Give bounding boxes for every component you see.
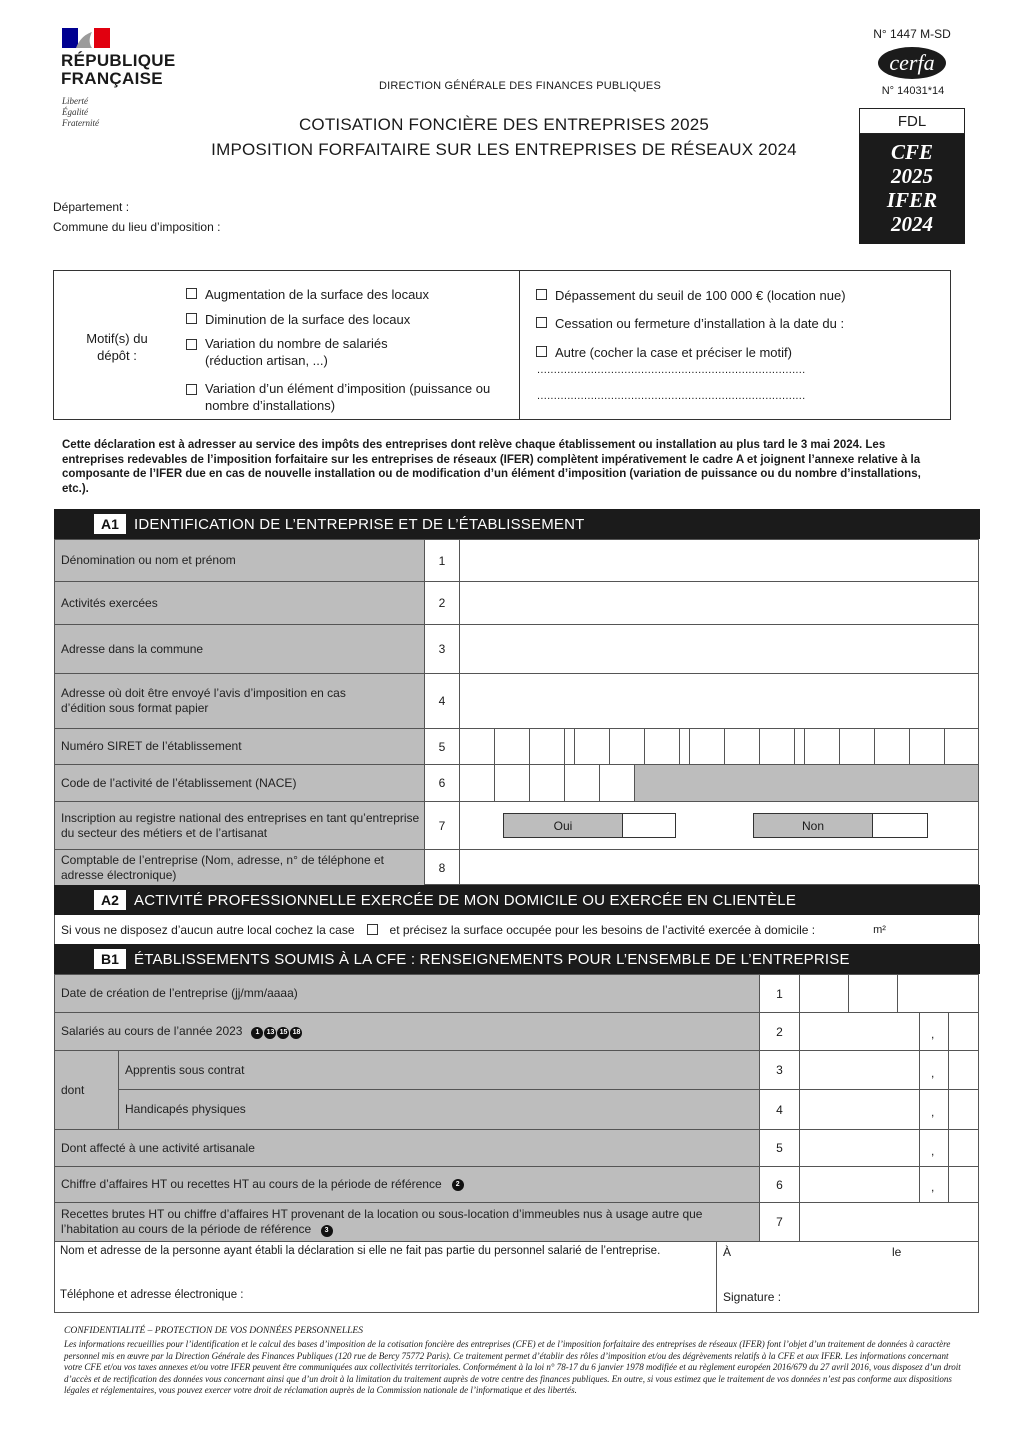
form-title: COTISATION FONCIÈRE DES ENTREPRISES 2025 IMPOSITION FORFAITAIRE SUR LES ENTREPRISES DE RÉSEAUX 2024 xyxy=(211,115,797,159)
a1-num-4: 4 xyxy=(438,694,446,708)
motif-checkbox-cessation[interactable]: Cessation ou fermeture d’installation à la date du : xyxy=(536,315,844,332)
creation-date-input[interactable] xyxy=(800,975,978,1012)
b1-num-6: 6 xyxy=(776,1177,783,1192)
recettes-location-input[interactable] xyxy=(800,1203,978,1241)
section-a1-title: IDENTIFICATION DE L’ENTREPRISE ET DE L’ÉTABLISSEMENT xyxy=(134,515,585,533)
a1-num-6: 6 xyxy=(438,776,446,790)
decimal-comma: , xyxy=(931,1144,935,1158)
adresse-input[interactable] xyxy=(460,625,978,673)
oui-label: Oui xyxy=(504,814,623,837)
cerfa-logo: cerfa xyxy=(878,47,946,79)
a1-num-5: 5 xyxy=(438,739,446,754)
motif-checkbox-surface-decrease[interactable]: Diminution de la surface des locaux xyxy=(186,311,410,328)
agency-name: DIRECTION GÉNÉRALE DES FINANCES PUBLIQUES xyxy=(378,80,662,92)
salaries-input[interactable] xyxy=(800,1013,978,1050)
section-a2-title: ACTIVITÉ PROFESSIONNELLE EXERCÉE DE MON DOMICILE OU EXERCÉE EN CLIENTÈLE xyxy=(134,891,797,909)
b1-label-dont: dont xyxy=(55,1051,118,1129)
surface-unit: m² xyxy=(873,923,886,936)
b1-num-4: 4 xyxy=(776,1102,783,1117)
ref-15-icon: 15 xyxy=(277,1027,289,1039)
republic-name: RÉPUBLIQUE FRANÇAISE xyxy=(61,51,176,88)
preparer-input[interactable] xyxy=(55,1262,715,1284)
a1-label-siret: Numéro SIRET de l’établissement xyxy=(55,729,424,764)
oui-checkbox[interactable] xyxy=(623,814,675,837)
section-a2-header xyxy=(54,885,980,915)
non-label: Non xyxy=(754,814,873,837)
b1-label-apprentis: Apprentis sous contrat xyxy=(119,1051,759,1089)
section-b1-header xyxy=(54,944,980,974)
form-number: N° 1447 M-SD xyxy=(873,27,951,41)
section-b1-code: B1 xyxy=(94,949,126,969)
cfe-ifer-badge: CFE 2025 IFER 2024 xyxy=(859,134,965,244)
handicapes-input[interactable] xyxy=(800,1090,978,1129)
ref-1-icon: 1 xyxy=(251,1027,263,1039)
place-label: À xyxy=(723,1245,732,1259)
section-a1-header xyxy=(54,509,980,539)
b1-label-chiffre-affaires: Chiffre d’affaires HT ou recettes HT au cours de la période de référence 2 xyxy=(55,1167,759,1202)
ref-18-icon: 18 xyxy=(290,1027,302,1039)
non-checkbox[interactable] xyxy=(873,814,927,837)
a1-label-activites: Activités exercées xyxy=(55,582,424,624)
b1-label-recettes-location: Recettes brutes HT ou chiffre d’affaires HT provenant de la location ou sous-location d’immeubles nus à usage autre que l’habitation au cours de la période de référence 3 xyxy=(55,1203,759,1241)
motif-checkbox-other[interactable]: Autre (cocher la case et préciser le motif) xyxy=(536,344,792,361)
apprentis-input[interactable] xyxy=(800,1051,978,1089)
b1-label-artisanale: Dont affecté à une activité artisanale xyxy=(55,1130,759,1166)
nace-input[interactable] xyxy=(460,765,978,801)
a1-label-nace: Code de l’activité de l’établissement (NACE) xyxy=(55,765,424,801)
surface-input[interactable] xyxy=(815,922,873,938)
motif-checkbox-salaries[interactable]: Variation du nombre de salariés (réduction artisan, ...) xyxy=(186,335,415,369)
a1-label-registre: Inscription au registre national des entreprises en tant qu’entreprise du secteur des métiers et de l’artisanat xyxy=(55,802,424,849)
commune-label: Commune du lieu d’imposition : xyxy=(53,220,221,234)
date-label: le xyxy=(892,1245,902,1259)
b1-label-creation: Date de création de l’entreprise (jj/mm/aaaa) xyxy=(55,975,759,1012)
marianne-logo xyxy=(62,28,110,48)
motto: Liberté Égalité Fraternité xyxy=(62,96,99,128)
b1-num-1: 1 xyxy=(776,986,783,1001)
registre-oui-option[interactable] xyxy=(503,813,676,838)
privacy-title: CONFIDENTIALITÉ – PROTECTION DE VOS DONNÉES PERSONNELLES xyxy=(64,1326,363,1336)
b1-num-5: 5 xyxy=(776,1141,783,1155)
motif-checkbox-surface-increase[interactable]: Augmentation de la surface des locaux xyxy=(186,286,429,303)
signature-label: Signature : xyxy=(723,1290,782,1304)
domicile-checkbox[interactable] xyxy=(367,924,378,935)
a1-num-3: 3 xyxy=(438,642,446,656)
registre-non-option[interactable] xyxy=(753,813,928,838)
phone-email-label: Téléphone et adresse électronique : xyxy=(60,1289,244,1301)
artisanale-input[interactable] xyxy=(800,1130,978,1166)
motif-checkbox-threshold[interactable]: Dépassement du seuil de 100 000 € (location nue) xyxy=(536,287,846,304)
ref-2-icon: 2 xyxy=(452,1179,464,1191)
a1-num-7: 7 xyxy=(438,818,446,833)
a1-label-denomination: Dénomination ou nom et prénom xyxy=(55,540,424,581)
b1-label-salaries: Salariés au cours de l’année 2023 1 13 15 18 xyxy=(55,1013,759,1050)
a1-label-adresse: Adresse dans la commune xyxy=(55,625,424,673)
b1-num-7: 7 xyxy=(776,1215,783,1229)
motif-checkbox-element[interactable]: Variation d’un élément d’imposition (puissance ou nombre d’installations) xyxy=(186,380,505,414)
ref-13-icon: 13 xyxy=(264,1027,276,1039)
b1-num-3: 3 xyxy=(776,1063,783,1077)
decimal-comma: , xyxy=(931,1180,935,1194)
motif-other-line-1[interactable]: ................................................................................ xyxy=(537,364,806,376)
privacy-text: Les informations recueillies pour l’identification et le calcul des bases d’imposition de la cotisation foncière des entreprises (CFE) et de l’imposition forfaitaire des entreprises de réseaux (IFER) font l’objet d’un traitement de données à caractère personnel mis en œuvre par la Direction Générale des Finances Publiques (120 rue de Bercy 75772 Paris). Ce traitement permet d’établir des rôles d’imposition et/ou des dégrèvements relatifs à la CFE et aux IFER. Les informations concernant votre CFE et/ou vos taxes annexes et/ou votre IFER peuvent être communiquées aux collectivités territoriales. Conformément à la loi n° 78-17 du 6 janvier 1978 modifiée et au règlement européen 2016/679 du 27 avril 2016, vous disposez d’un droit d’accès et de rectification des données vous concernant ainsi que d’un droit à la limitation du traitement auprès de votre centre des finances publiques. En outre, si vous estimez que le traitement de vos données n’est pas conforme aux dispositions légales et réglementaires, vous pouvez exercer votre droit de réclamation auprès de la Commission nationale de l’informatique et des libertés. xyxy=(64,1339,961,1396)
decimal-comma: , xyxy=(931,1105,935,1119)
fdl-box: FDL xyxy=(859,108,965,134)
b1-label-handicapes: Handicapés physiques xyxy=(119,1090,759,1129)
decimal-comma: , xyxy=(931,1066,935,1080)
comptable-input[interactable] xyxy=(460,850,978,885)
motif-label: Motif(s) du dépôt : xyxy=(86,331,148,363)
motif-other-line-2[interactable]: ................................................................................ xyxy=(537,390,806,402)
chiffre-affaires-input[interactable] xyxy=(800,1167,978,1202)
section-a1-code: A1 xyxy=(94,514,126,534)
siret-input[interactable] xyxy=(460,729,978,764)
activites-input[interactable] xyxy=(460,582,978,624)
section-b1-title: ÉTABLISSEMENTS SOUMIS À LA CFE : RENSEIGNEMENTS POUR L’ENSEMBLE DE L’ENTREPRISE xyxy=(134,950,850,968)
a1-label-comptable: Comptable de l’entreprise (Nom, adresse, n° de téléphone et adresse électronique) xyxy=(55,850,424,885)
a1-num-2: 2 xyxy=(438,596,446,610)
signature-field[interactable] xyxy=(790,1280,975,1310)
a1-num-1: 1 xyxy=(438,553,446,568)
place-input[interactable] xyxy=(740,1243,880,1261)
preparer-label: Nom et adresse de la personne ayant établi la déclaration si elle ne fait pas partie du personnel salarié de l’entreprise. xyxy=(60,1245,661,1257)
departement-label: Département : xyxy=(53,200,130,214)
deadline-notice: Cette déclaration est à adresser au service des impôts des entreprises dont relève chaque établissement ou installation au plus tard le 3 mai 2024. Les entreprises redevables de l’imposition forfaitaire sur les entreprises de réseaux (IFER) complètent impérativement le cadre A et joignent l’annexe relative à la composante de l’IFER due en cas de nouvelle installation ou de modification d’un élément d’imposition (variation de puissance ou du nombre d’installations, etc.). xyxy=(62,439,921,495)
adresse-avis-input[interactable] xyxy=(460,674,978,728)
section-a2-code: A2 xyxy=(94,890,126,910)
denomination-input[interactable] xyxy=(460,540,978,581)
ref-3-icon: 3 xyxy=(321,1225,333,1237)
a2-line: Si vous ne disposez d’aucun autre local cochez la case et précisez la surface occupée pour les besoins de l’activité exercée à domicile : m² xyxy=(54,915,979,944)
cerfa-number: N° 14031*14 xyxy=(881,85,945,97)
decimal-comma: , xyxy=(931,1027,935,1041)
b1-num-2: 2 xyxy=(776,1024,783,1039)
a1-label-adresse-avis: Adresse où doit être envoyé l’avis d’imposition en cas d’édition sous format papier xyxy=(55,674,424,728)
a1-num-8: 8 xyxy=(438,860,446,875)
